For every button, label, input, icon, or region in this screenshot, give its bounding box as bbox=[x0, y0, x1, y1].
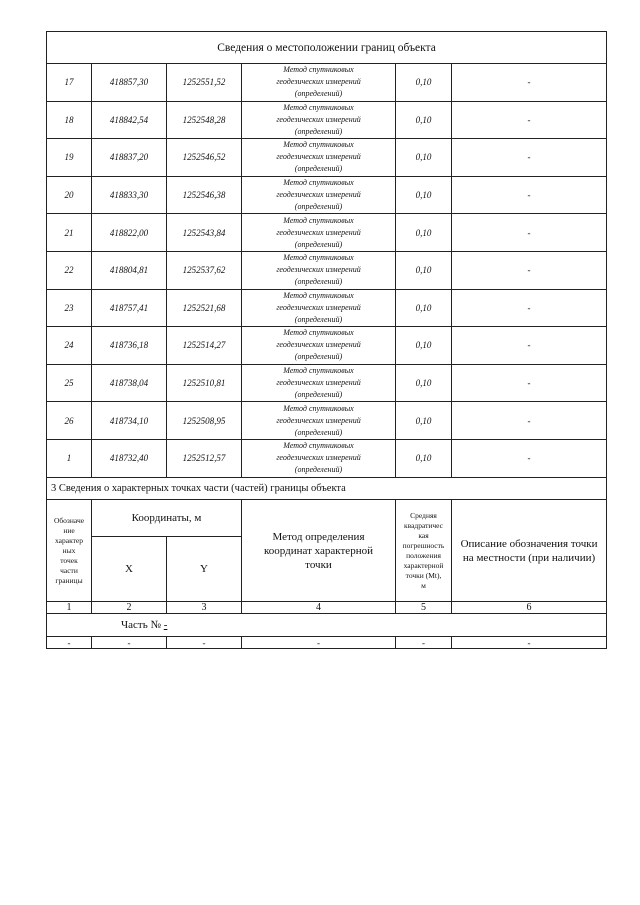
part-number: - bbox=[163, 619, 168, 631]
coord-y: 1252551,52 bbox=[167, 64, 242, 102]
column-number: 4 bbox=[242, 602, 396, 614]
point-number: 24 bbox=[47, 327, 92, 365]
description: - bbox=[452, 176, 607, 214]
description: - bbox=[452, 214, 607, 252]
method: Метод спутниковых геодезических измерений (определений) bbox=[242, 364, 396, 402]
point-row bbox=[47, 139, 607, 177]
method: Метод спутниковых геодезических измерений (определений) bbox=[242, 64, 396, 102]
point-row bbox=[47, 64, 607, 102]
coord-y: 1252514,27 bbox=[167, 327, 242, 365]
empty-cell: - bbox=[47, 637, 92, 649]
accuracy: 0,10 bbox=[396, 327, 452, 365]
x-header: X bbox=[92, 537, 167, 602]
column-number: 6 bbox=[452, 602, 607, 614]
method: Метод спутниковых геодезических измерений (определений) bbox=[242, 439, 396, 477]
empty-cell: - bbox=[242, 637, 396, 649]
part-label-row bbox=[47, 614, 607, 637]
description: - bbox=[452, 139, 607, 177]
coord-x: 418757,41 bbox=[92, 289, 167, 327]
method: Метод спутниковых геодезических измерений (определений) bbox=[242, 251, 396, 289]
section3-title: 3 Сведения о характерных точках части (частей) границы объекта bbox=[47, 478, 607, 500]
method-header: Метод определения координат характерной точки bbox=[242, 500, 396, 602]
designation-header: Обозначе ние характер ных точек части границы bbox=[47, 500, 92, 602]
method: Метод спутниковых геодезических измерений (определений) bbox=[242, 139, 396, 177]
y-header: Y bbox=[167, 537, 242, 602]
point-row bbox=[47, 101, 607, 139]
accuracy: 0,10 bbox=[396, 364, 452, 402]
coord-y: 1252508,95 bbox=[167, 402, 242, 440]
empty-cell: - bbox=[92, 637, 167, 649]
accuracy: 0,10 bbox=[396, 139, 452, 177]
accuracy: 0,10 bbox=[396, 64, 452, 102]
point-number: 22 bbox=[47, 251, 92, 289]
description: - bbox=[452, 101, 607, 139]
method: Метод спутниковых геодезических измерений (определений) bbox=[242, 289, 396, 327]
point-number: 18 bbox=[47, 101, 92, 139]
column-numbers-row bbox=[47, 602, 607, 614]
column-number: 3 bbox=[167, 602, 242, 614]
boundary-points-table bbox=[46, 31, 607, 478]
coord-x: 418734,10 bbox=[92, 402, 167, 440]
coord-y: 1252510,81 bbox=[167, 364, 242, 402]
coord-y: 1252521,68 bbox=[167, 289, 242, 327]
accuracy: 0,10 bbox=[396, 402, 452, 440]
coord-x: 418837,20 bbox=[92, 139, 167, 177]
description: - bbox=[452, 364, 607, 402]
coord-x: 418833,30 bbox=[92, 176, 167, 214]
accuracy: 0,10 bbox=[396, 214, 452, 252]
part-points-table bbox=[46, 477, 607, 649]
accuracy: 0,10 bbox=[396, 439, 452, 477]
column-number: 2 bbox=[92, 602, 167, 614]
accuracy: 0,10 bbox=[396, 251, 452, 289]
coordinates-header: Координаты, м bbox=[92, 500, 242, 537]
coord-x: 418736,18 bbox=[92, 327, 167, 365]
point-row bbox=[47, 289, 607, 327]
method: Метод спутниковых геодезических измерений (определений) bbox=[242, 176, 396, 214]
description: - bbox=[452, 251, 607, 289]
empty-data-row bbox=[47, 637, 607, 649]
method: Метод спутниковых геодезических измерений (определений) bbox=[242, 327, 396, 365]
description-header: Описание обозначения точки на местности (при наличии) bbox=[452, 500, 607, 602]
empty-cell: - bbox=[452, 637, 607, 649]
method: Метод спутниковых геодезических измерений (определений) bbox=[242, 402, 396, 440]
description: - bbox=[452, 439, 607, 477]
empty-cell: - bbox=[167, 637, 242, 649]
part-label: Часть № bbox=[121, 619, 161, 631]
description: - bbox=[452, 327, 607, 365]
coord-x: 418857,30 bbox=[92, 64, 167, 102]
point-number: 25 bbox=[47, 364, 92, 402]
coord-x: 418732,40 bbox=[92, 439, 167, 477]
coord-y: 1252546,38 bbox=[167, 176, 242, 214]
point-row bbox=[47, 251, 607, 289]
description: - bbox=[452, 402, 607, 440]
method: Метод спутниковых геодезических измерений (определений) bbox=[242, 214, 396, 252]
point-row bbox=[47, 364, 607, 402]
accuracy: 0,10 bbox=[396, 176, 452, 214]
description: - bbox=[452, 64, 607, 102]
method: Метод спутниковых геодезических измерений (определений) bbox=[242, 101, 396, 139]
column-number: 1 bbox=[47, 602, 92, 614]
coord-y: 1252537,62 bbox=[167, 251, 242, 289]
point-row bbox=[47, 176, 607, 214]
accuracy: 0,10 bbox=[396, 101, 452, 139]
point-number: 21 bbox=[47, 214, 92, 252]
point-number: 19 bbox=[47, 139, 92, 177]
coord-x: 418822,00 bbox=[92, 214, 167, 252]
point-row bbox=[47, 402, 607, 440]
point-number: 26 bbox=[47, 402, 92, 440]
coord-x: 418804,81 bbox=[92, 251, 167, 289]
section-title: Сведения о местоположении границ объекта bbox=[47, 32, 607, 64]
coord-x: 418738,04 bbox=[92, 364, 167, 402]
point-number: 1 bbox=[47, 439, 92, 477]
empty-cell: - bbox=[396, 637, 452, 649]
point-row bbox=[47, 327, 607, 365]
accuracy-header: Средняя квадратичес кая погрешность положения характерной точки (Mt), м bbox=[396, 500, 452, 602]
point-row bbox=[47, 439, 607, 477]
coord-y: 1252543,84 bbox=[167, 214, 242, 252]
point-number: 17 bbox=[47, 64, 92, 102]
coord-y: 1252512,57 bbox=[167, 439, 242, 477]
column-number: 5 bbox=[396, 602, 452, 614]
coord-y: 1252548,28 bbox=[167, 101, 242, 139]
coord-x: 418842,54 bbox=[92, 101, 167, 139]
description: - bbox=[452, 289, 607, 327]
accuracy: 0,10 bbox=[396, 289, 452, 327]
point-number: 20 bbox=[47, 176, 92, 214]
point-number: 23 bbox=[47, 289, 92, 327]
coord-y: 1252546,52 bbox=[167, 139, 242, 177]
point-row bbox=[47, 214, 607, 252]
